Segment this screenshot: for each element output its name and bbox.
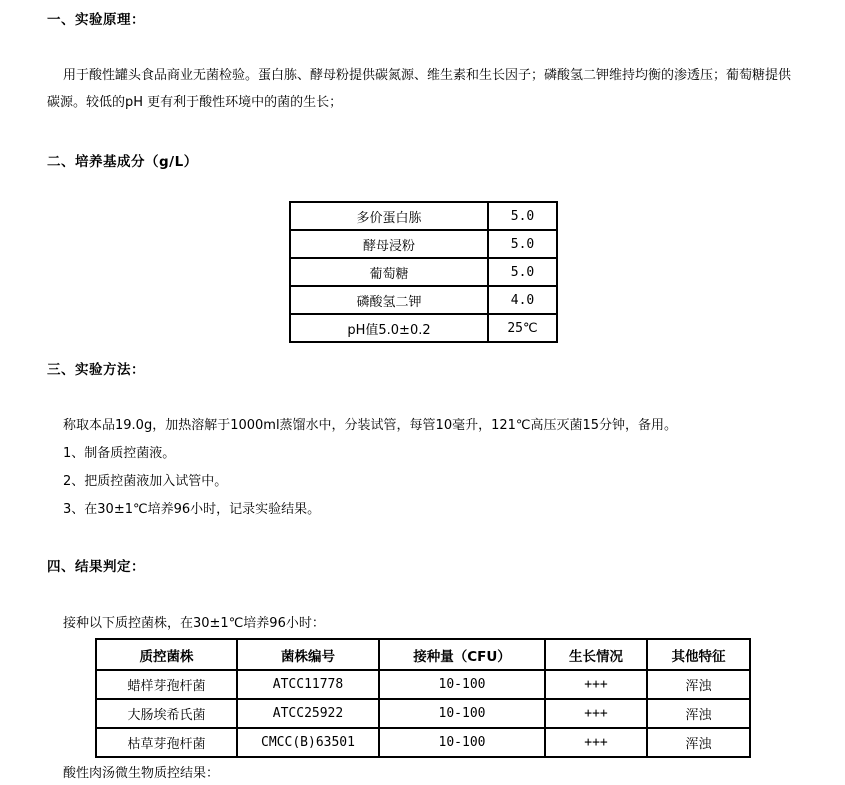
section-2-title: 二、培养基成分（g/L）: [47, 154, 198, 170]
table-row: [96, 699, 750, 728]
ingredients-table: [289, 201, 558, 343]
column-header: 生长情况: [545, 639, 647, 670]
table-row: [96, 670, 750, 699]
strain-name: 枯草芽孢杆菌: [96, 728, 237, 757]
table-row: [290, 202, 557, 230]
table-row: [96, 728, 750, 757]
ingredient-value: 5.0: [488, 258, 557, 286]
growth-status: +++: [545, 699, 647, 728]
growth-status: +++: [545, 728, 647, 757]
table-row: [290, 230, 557, 258]
result-intro: 接种以下质控菌株，在30±1℃培养96小时：: [63, 616, 325, 631]
section-4-title: 四、结果判定：: [47, 559, 145, 575]
table-row: [290, 314, 557, 342]
inoculum-amount: 10-100: [379, 699, 545, 728]
strain-name: 大肠埃希氏菌: [96, 699, 237, 728]
strain-code: ATCC11778: [237, 670, 379, 699]
method-step: 2、把质控菌液加入试管中。: [63, 474, 228, 489]
table-row: [290, 258, 557, 286]
growth-status: +++: [545, 670, 647, 699]
ingredient-name: 磷酸氢二钾: [290, 286, 488, 314]
column-header: 菌株编号: [237, 639, 379, 670]
other-feature: 浑浊: [647, 699, 750, 728]
method-intro: 称取本品19.0g，加热溶解于1000ml蒸馏水中，分装试管，每管10毫升，121℃高压灭菌15分钟，备用。: [63, 418, 678, 433]
ingredient-name: pH值5.0±0.2: [290, 314, 488, 342]
other-feature: 浑浊: [647, 728, 750, 757]
method-step: 3、在30±1℃培养96小时，记录实验结果。: [63, 502, 321, 517]
section-3-title: 三、实验方法：: [47, 362, 145, 378]
strain-code: CMCC(B)63501: [237, 728, 379, 757]
other-feature: 浑浊: [647, 670, 750, 699]
ingredient-value: 5.0: [488, 230, 557, 258]
ingredient-value: 25℃: [488, 314, 557, 342]
ingredient-name: 葡萄糖: [290, 258, 488, 286]
ingredient-name: 多价蛋白胨: [290, 202, 488, 230]
section-1-text: 用于酸性罐头食品商业无菌检验。蛋白胨、酵母粉提供碳氮源、维生素和生长因子；磷酸氢二钾维持均衡的渗透压；葡萄糖提供碳源。较低的pH 更有利于酸性环境中的菌的生长；: [47, 68, 792, 110]
inoculum-amount: 10-100: [379, 728, 545, 757]
strain-code: ATCC25922: [237, 699, 379, 728]
column-header: 其他特征: [647, 639, 750, 670]
ingredient-value: 5.0: [488, 202, 557, 230]
column-header: 接种量（CFU）: [379, 639, 545, 670]
section-1-title: 一、实验原理：: [47, 12, 145, 28]
method-step: 1、制备质控菌液。: [63, 446, 176, 461]
inoculum-amount: 10-100: [379, 670, 545, 699]
qc-table: [95, 638, 751, 758]
ingredient-name: 酵母浸粉: [290, 230, 488, 258]
column-header: 质控菌株: [96, 639, 237, 670]
table-row: [290, 286, 557, 314]
strain-name: 蜡样芽孢杆菌: [96, 670, 237, 699]
table-header-row: [96, 639, 750, 670]
footer-text: 酸性肉汤微生物质控结果：: [63, 766, 220, 781]
ingredient-value: 4.0: [488, 286, 557, 314]
